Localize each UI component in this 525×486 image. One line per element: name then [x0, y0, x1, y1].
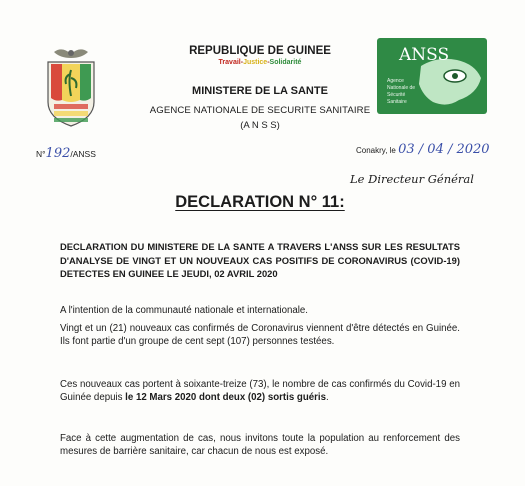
place-date: Conakry, le 03 / 04 / 2020: [356, 142, 490, 157]
paragraph-total-cases: Ces nouveaux cas portent à soixante-treize (73), le nombre de cas confirmés du Covid-19 en Guinée depuis le 12 Mars 2020 dont deux (02) sortis guéris.: [60, 379, 460, 404]
svg-text:Nationale de: Nationale de: [387, 85, 416, 91]
republic-title: REPUBLIQUE DE GUINEE: [189, 45, 331, 57]
svg-text:Agence: Agence: [387, 78, 404, 84]
paragraph-barrier-measures: Face à cette augmentation de cas, nous invitons toute la population au renforcement des mesures de barrière sanitaire, car chacun de nous est exposé.: [60, 433, 460, 458]
svg-text:Sécurité: Sécurité: [387, 92, 406, 98]
reference-number: N°192/ANSS: [36, 146, 96, 161]
declaration-subject: DECLARATION DU MINISTERE DE LA SANTE A TRAVERS L'ANSS SUR LES RESULTATS D'ANALYSE DE VINGT ET UN NOUVEAUX CAS POSITIFS DE CORONAVIRUS (COVID-19) DETECTES EN GUINEE LE JEUDI, 02 AVRIL 2020: [60, 241, 460, 279]
ministry-title: MINISTERE DE LA SANTE: [192, 85, 328, 97]
declaration-title: DECLARATION N° 11:: [175, 193, 345, 211]
anss-logo: [377, 38, 487, 114]
svg-text:Sanitaire: Sanitaire: [387, 99, 407, 105]
national-motto: Travail-Justice-Solidarité: [218, 59, 302, 66]
anss-logo-name: ANSS: [399, 45, 450, 65]
paragraph-new-cases: Vingt et un (21) nouveaux cas confirmés de Coronavirus viennent d'être détectés en Guinée. Ils font partie d'un groupe de cent sept (107) personnes testées.: [60, 323, 460, 348]
director-title: Le Directeur Général: [350, 172, 474, 186]
paragraph-audience: A l'intention de la communauté nationale et internationale.: [60, 305, 308, 316]
agency-abbreviation: (A N S S): [240, 120, 280, 131]
agency-title: AGENCE NATIONALE DE SECURITE SANITAIRE: [149, 105, 371, 116]
coat-of-arms-icon: [40, 44, 102, 136]
